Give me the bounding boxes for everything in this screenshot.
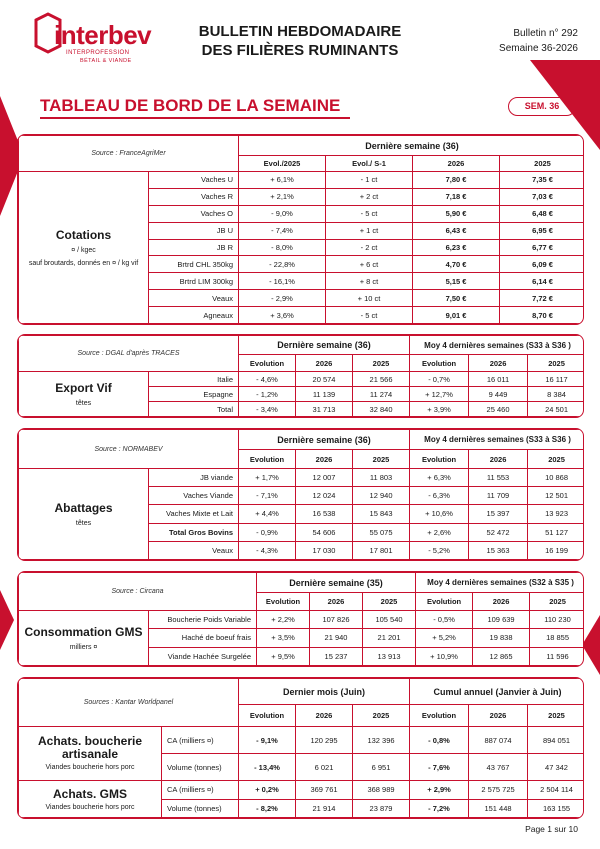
cell: 12 007 bbox=[296, 469, 353, 487]
cell: - 7,6% bbox=[410, 754, 469, 781]
cotations-table bbox=[18, 135, 584, 324]
cell: - 0,9% bbox=[239, 523, 296, 541]
cell: + 12,7% bbox=[410, 387, 469, 402]
gms-table bbox=[18, 572, 584, 666]
gms-source: Source : Circana bbox=[19, 573, 257, 611]
export-table bbox=[18, 335, 584, 417]
cell: + 6,1% bbox=[239, 172, 326, 189]
abattages-group-header-2: Moy 4 dernières semaines (S33 à S36 ) bbox=[410, 430, 584, 450]
cell: - 4,3% bbox=[239, 541, 296, 559]
cell: 9 449 bbox=[469, 387, 528, 402]
abattages-source: Source : NORMABEV bbox=[19, 430, 239, 469]
achats-table-card bbox=[17, 677, 584, 819]
cell: - 5 ct bbox=[326, 205, 413, 222]
cell: 15 237 bbox=[310, 647, 363, 665]
cotations-source: Source : FranceAgriMer bbox=[19, 136, 239, 172]
section-unit: milliers ¤ bbox=[69, 643, 98, 651]
cell: 11 709 bbox=[469, 487, 528, 505]
cell: 6,09 € bbox=[500, 256, 585, 273]
gms-group-header-2: Moy 4 dernières semaines (S32 à S35 ) bbox=[416, 573, 584, 593]
cell: 6,48 € bbox=[500, 205, 585, 222]
cell: 2 575 725 bbox=[469, 781, 528, 799]
table-row bbox=[19, 172, 585, 189]
cell: 11 596 bbox=[530, 647, 584, 665]
row-label: Veaux bbox=[149, 290, 239, 307]
cell: - 0,8% bbox=[410, 727, 469, 754]
col-header: Evolution bbox=[257, 593, 310, 611]
cell: 25 460 bbox=[469, 402, 528, 417]
cell: 31 713 bbox=[296, 402, 353, 417]
cell: 16 117 bbox=[528, 372, 584, 387]
cell: 7,80 € bbox=[413, 172, 500, 189]
cell: - 0,5% bbox=[416, 611, 473, 629]
row-label: Volume (tonnes) bbox=[162, 799, 239, 817]
cell: + 1 ct bbox=[326, 222, 413, 239]
cell: 16 011 bbox=[469, 372, 528, 387]
cell: 43 767 bbox=[469, 754, 528, 781]
section-name: Achats. GMS bbox=[52, 786, 127, 801]
row-label: Veaux bbox=[149, 541, 239, 559]
cell: - 5,2% bbox=[410, 541, 469, 559]
logo-subtitle-1: INTERPROFESSION bbox=[66, 50, 130, 56]
export-group-header-1: Dernière semaine (36) bbox=[239, 336, 410, 355]
row-label: Vaches Mixte et Lait bbox=[149, 505, 239, 523]
page-number: Page 1 sur 10 bbox=[525, 824, 578, 834]
cell: 8 384 bbox=[528, 387, 584, 402]
cell: 21 566 bbox=[353, 372, 410, 387]
cell: 12 865 bbox=[473, 647, 530, 665]
cell: - 7,4% bbox=[239, 222, 326, 239]
cell: 16 538 bbox=[296, 505, 353, 523]
col-header: 2026 bbox=[296, 450, 353, 469]
row-label: JB U bbox=[149, 222, 239, 239]
cell: + 10 ct bbox=[326, 290, 413, 307]
section-unit: ¤ / kgec bbox=[71, 246, 96, 254]
col-header: 2025 bbox=[353, 450, 410, 469]
cell: + 1,7% bbox=[239, 469, 296, 487]
achats-boucherie-section-label bbox=[19, 727, 162, 781]
cell: 4,70 € bbox=[413, 256, 500, 273]
cell: 16 199 bbox=[528, 541, 584, 559]
col-header: 2026 bbox=[296, 355, 353, 372]
row-label: JB viande bbox=[149, 469, 239, 487]
col-header: 2026 bbox=[310, 593, 363, 611]
cell: 110 230 bbox=[530, 611, 584, 629]
row-label: Brtrd CHL 350kg bbox=[149, 256, 239, 273]
cell: 51 127 bbox=[528, 523, 584, 541]
row-label: Italie bbox=[149, 372, 239, 387]
cell: 369 761 bbox=[296, 781, 353, 799]
col-header: 2025 bbox=[353, 705, 410, 727]
col-header: Evolution bbox=[239, 355, 296, 372]
achats-gms-section-label bbox=[19, 781, 162, 818]
cell: + 0,2% bbox=[239, 781, 296, 799]
week-badge: SEM. 36 bbox=[508, 97, 576, 116]
cell: - 2,9% bbox=[239, 290, 326, 307]
title-underline bbox=[40, 117, 350, 119]
cell: 55 075 bbox=[353, 523, 410, 541]
row-label: Boucherie Poids Variable bbox=[149, 611, 257, 629]
cell: 11 803 bbox=[353, 469, 410, 487]
cell: 107 826 bbox=[310, 611, 363, 629]
bulletin-week: Semaine 36-2026 bbox=[499, 43, 578, 54]
decorative-red-triangle-left-lower bbox=[0, 590, 14, 650]
cell: 17 030 bbox=[296, 541, 353, 559]
cell: 19 838 bbox=[473, 629, 530, 647]
export-table-card bbox=[17, 334, 584, 418]
cell: + 2,9% bbox=[410, 781, 469, 799]
cell: 132 396 bbox=[353, 727, 410, 754]
cell: - 6,3% bbox=[410, 487, 469, 505]
section-name: Achats. boucherie artisanale bbox=[37, 734, 143, 762]
section-name: Consommation GMS bbox=[24, 624, 143, 639]
col-header: 2025 bbox=[528, 355, 584, 372]
cell: - 16,1% bbox=[239, 273, 326, 290]
col-header: 2026 bbox=[469, 705, 528, 727]
cell: + 8 ct bbox=[326, 273, 413, 290]
cell: 7,18 € bbox=[413, 188, 500, 205]
row-label: JB R bbox=[149, 239, 239, 256]
cell: - 1 ct bbox=[326, 172, 413, 189]
row-label: Volume (tonnes) bbox=[162, 754, 239, 781]
cell: 6,95 € bbox=[500, 222, 585, 239]
cell: 10 868 bbox=[528, 469, 584, 487]
table-row bbox=[19, 372, 585, 387]
export-section-label bbox=[19, 372, 149, 417]
cell: + 5,2% bbox=[416, 629, 473, 647]
abattages-table-card bbox=[17, 428, 584, 561]
section-name: Export Vif bbox=[55, 380, 112, 395]
cell: + 2,6% bbox=[410, 523, 469, 541]
cell: - 7,2% bbox=[410, 799, 469, 817]
cell: - 7,1% bbox=[239, 487, 296, 505]
cotations-section-label bbox=[19, 172, 149, 324]
cell: 7,50 € bbox=[413, 290, 500, 307]
section-unit-note: sauf broutards, donnés en ¤ / kg vif bbox=[28, 259, 139, 267]
table-row bbox=[19, 611, 585, 629]
gms-section-label bbox=[19, 611, 149, 666]
col-header: 2026 bbox=[296, 705, 353, 727]
cell: 12 940 bbox=[353, 487, 410, 505]
row-label: Agneaux bbox=[149, 307, 239, 324]
col-header: 2026 bbox=[469, 450, 528, 469]
cotations-group-header: Dernière semaine (36) bbox=[239, 136, 585, 156]
row-label: CA (milliers ¤) bbox=[162, 781, 239, 799]
cell: + 3,9% bbox=[410, 402, 469, 417]
cell: - 8,0% bbox=[239, 239, 326, 256]
cell: 15 843 bbox=[353, 505, 410, 523]
cell: + 6 ct bbox=[326, 256, 413, 273]
section-unit: têtes bbox=[75, 519, 92, 527]
row-label: Haché de boeuf frais bbox=[149, 629, 257, 647]
cell: 109 639 bbox=[473, 611, 530, 629]
cell: 6 021 bbox=[296, 754, 353, 781]
abattages-table bbox=[18, 429, 584, 560]
cell: - 5 ct bbox=[326, 307, 413, 324]
cell: + 4,4% bbox=[239, 505, 296, 523]
abattages-group-header-1: Dernière semaine (36) bbox=[239, 430, 410, 450]
cell: 18 855 bbox=[530, 629, 584, 647]
bulletin-meta bbox=[499, 26, 578, 56]
page-title: TABLEAU DE BORD DE LA SEMAINE bbox=[40, 96, 341, 115]
row-label: Brtrd LIM 300kg bbox=[149, 273, 239, 290]
table-row bbox=[19, 469, 585, 487]
section-unit: têtes bbox=[75, 399, 92, 407]
cell: 887 074 bbox=[469, 727, 528, 754]
cell: 6,77 € bbox=[500, 239, 585, 256]
col-header: 2025 bbox=[528, 705, 584, 727]
cell: 6,23 € bbox=[413, 239, 500, 256]
cell: 32 840 bbox=[353, 402, 410, 417]
bulletin-title bbox=[170, 22, 430, 60]
bulletin-title-line-2: DES FILIÈRES RUMINANTS bbox=[201, 42, 399, 59]
cell: 7,03 € bbox=[500, 188, 585, 205]
cotations-table-card bbox=[17, 134, 584, 325]
cell: 6 951 bbox=[353, 754, 410, 781]
cell: 52 472 bbox=[469, 523, 528, 541]
cell: 12 024 bbox=[296, 487, 353, 505]
cell: + 10,9% bbox=[416, 647, 473, 665]
cell: 21 201 bbox=[363, 629, 416, 647]
logo-subtitle-2: BÉTAIL & VIANDE bbox=[80, 58, 132, 64]
col-header: 2025 bbox=[353, 355, 410, 372]
cell: 23 879 bbox=[353, 799, 410, 817]
cell: 47 342 bbox=[528, 754, 584, 781]
cell: 894 051 bbox=[528, 727, 584, 754]
section-name: Abattages bbox=[54, 500, 113, 515]
table-row bbox=[19, 727, 585, 754]
col-header: Evolution bbox=[239, 450, 296, 469]
col-header: 2025 bbox=[363, 593, 416, 611]
achats-source: Sources : Kantar Worldpanel bbox=[19, 679, 239, 727]
cell: 5,15 € bbox=[413, 273, 500, 290]
cell: + 2,1% bbox=[239, 188, 326, 205]
col-header: Evol./2025 bbox=[239, 156, 326, 172]
cell: 5,90 € bbox=[413, 205, 500, 222]
cell: - 0,7% bbox=[410, 372, 469, 387]
cell: - 2 ct bbox=[326, 239, 413, 256]
cell: 13 923 bbox=[528, 505, 584, 523]
row-label: Vaches O bbox=[149, 205, 239, 222]
export-source: Source : DGAL d'après TRACES bbox=[19, 336, 239, 372]
cell: - 8,2% bbox=[239, 799, 296, 817]
bulletin-title-line-1: BULLETIN HEBDOMADAIRE bbox=[198, 23, 402, 40]
row-label: Total Gros Bovins bbox=[149, 523, 239, 541]
cell: + 6,3% bbox=[410, 469, 469, 487]
gms-table-card bbox=[17, 571, 584, 667]
cell: - 9,0% bbox=[239, 205, 326, 222]
col-header: 2025 bbox=[528, 450, 584, 469]
cell: + 9,5% bbox=[257, 647, 310, 665]
bulletin-number: Bulletin n° 292 bbox=[513, 28, 578, 39]
row-label: Viande Hachée Surgelée bbox=[149, 647, 257, 665]
col-header: 2025 bbox=[530, 593, 584, 611]
cell: - 13,4% bbox=[239, 754, 296, 781]
decorative-red-triangle-right-lower bbox=[582, 615, 600, 675]
row-label: CA (milliers ¤) bbox=[162, 727, 239, 754]
cell: 20 574 bbox=[296, 372, 353, 387]
cell: 105 540 bbox=[363, 611, 416, 629]
cell: - 9,1% bbox=[239, 727, 296, 754]
col-header: 2026 bbox=[413, 156, 500, 172]
section-name: Cotations bbox=[55, 227, 112, 242]
section-unit: Viandes boucherie hors porc bbox=[45, 803, 135, 811]
table-row bbox=[19, 781, 585, 799]
cell: 7,35 € bbox=[500, 172, 585, 189]
cell: 11 553 bbox=[469, 469, 528, 487]
cell: 9,01 € bbox=[413, 307, 500, 324]
col-header: 2026 bbox=[469, 355, 528, 372]
row-label: Vaches R bbox=[149, 188, 239, 205]
cell: 24 501 bbox=[528, 402, 584, 417]
cell: - 22,8% bbox=[239, 256, 326, 273]
col-header: Evol./ S-1 bbox=[326, 156, 413, 172]
cell: - 4,6% bbox=[239, 372, 296, 387]
cell: 7,72 € bbox=[500, 290, 585, 307]
abattages-section-label bbox=[19, 469, 149, 560]
cell: 151 448 bbox=[469, 799, 528, 817]
cell: 11 139 bbox=[296, 387, 353, 402]
export-group-header-2: Moy 4 dernières semaines (S33 à S36 ) bbox=[410, 336, 584, 355]
cell: + 10,6% bbox=[410, 505, 469, 523]
cell: 54 606 bbox=[296, 523, 353, 541]
col-header: 2025 bbox=[500, 156, 585, 172]
cell: 21 940 bbox=[310, 629, 363, 647]
logo-name: interbev bbox=[54, 20, 152, 50]
col-header: Evolution bbox=[410, 450, 469, 469]
interbev-logo bbox=[32, 10, 152, 62]
cell: 11 274 bbox=[353, 387, 410, 402]
row-label: Total bbox=[149, 402, 239, 417]
achats-table bbox=[18, 678, 584, 818]
col-header: 2026 bbox=[473, 593, 530, 611]
cell: 12 501 bbox=[528, 487, 584, 505]
row-label: Vaches U bbox=[149, 172, 239, 189]
cell: - 1,2% bbox=[239, 387, 296, 402]
section-unit: Viandes boucherie hors porc bbox=[45, 764, 135, 772]
col-header: Evolution bbox=[410, 705, 469, 727]
cell: 2 504 114 bbox=[528, 781, 584, 799]
cell: 13 913 bbox=[363, 647, 416, 665]
col-header: Evolution bbox=[410, 355, 469, 372]
cell: 21 914 bbox=[296, 799, 353, 817]
achats-group-header-2: Cumul annuel (Janvier à Juin) bbox=[410, 679, 584, 705]
col-header: Evolution bbox=[416, 593, 473, 611]
cell: 17 801 bbox=[353, 541, 410, 559]
achats-group-header-1: Dernier mois (Juin) bbox=[239, 679, 410, 705]
cell: + 3,5% bbox=[257, 629, 310, 647]
gms-group-header-1: Dernière semaine (35) bbox=[257, 573, 416, 593]
row-label: Vaches Viande bbox=[149, 487, 239, 505]
cell: 8,70 € bbox=[500, 307, 585, 324]
cell: + 2 ct bbox=[326, 188, 413, 205]
cell: 368 989 bbox=[353, 781, 410, 799]
row-label: Espagne bbox=[149, 387, 239, 402]
cell: + 2,2% bbox=[257, 611, 310, 629]
cell: 6,43 € bbox=[413, 222, 500, 239]
cell: + 3,6% bbox=[239, 307, 326, 324]
col-header: Evolution bbox=[239, 705, 296, 727]
cell: 163 155 bbox=[528, 799, 584, 817]
cell: - 3,4% bbox=[239, 402, 296, 417]
cell: 15 397 bbox=[469, 505, 528, 523]
cell: 120 295 bbox=[296, 727, 353, 754]
cell: 6,14 € bbox=[500, 273, 585, 290]
cell: 15 363 bbox=[469, 541, 528, 559]
